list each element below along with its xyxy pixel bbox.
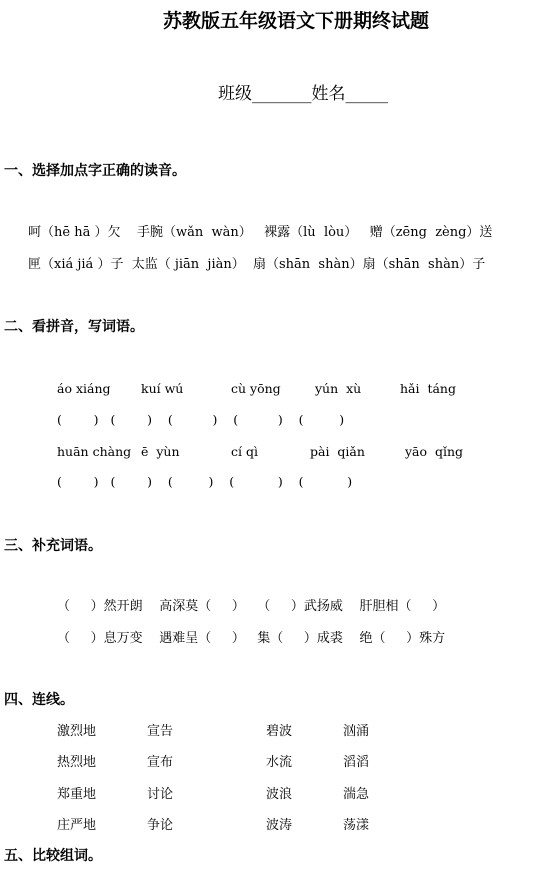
match-left-2-2: 宣布 [147,755,174,770]
pinyin-2-2: ē yùn [141,444,180,459]
pinyin-2-3: cí qì [231,444,258,459]
section-4-heading: 四、连线。 [4,692,74,708]
pinyin-1-3: cù yōng [231,381,281,396]
match-left-1-4: 庄严地 [57,818,97,833]
section-3-heading: 三、补充词语。 [4,538,102,554]
brackets-row-2: ( ) ( ) ( ) ( ) ( ) [57,474,353,489]
match-left-2-3: 讨论 [147,787,174,802]
match-left-2-4: 争论 [147,818,174,833]
section-3-line-2: （ ）息万变 遇难呈（ ） 集（ ）成裘 绝（ ）殊方 [57,631,446,646]
section-3-line-1: （ ）然开朗 高深莫（ ） （ ）武扬威 肝胆相（ ） [57,599,446,614]
pinyin-1-1: áo xiáng [57,381,111,396]
pinyin-1-2: kuí wú [141,381,184,396]
brackets-row-1: ( ) ( ) ( ) ( ) ( ) [57,412,345,427]
pinyin-2-5: yāo qǐng [405,444,464,459]
section-1-heading: 一、选择加点字正确的读音。 [4,163,186,179]
match-left-1-2: 热烈地 [57,755,97,770]
match-right-1-2: 水流 [266,755,293,770]
match-right-2-3: 湍急 [343,787,370,802]
match-left-1-3: 郑重地 [57,787,97,802]
section-1-line-2: 匣（xiá jiá ）子 太监（ jiān jiàn） 扇（shān shàn）扇（shān shàn）子 [28,257,486,272]
section-5-heading: 五、比较组词。 [4,848,102,864]
match-right-2-4: 荡漾 [343,818,370,833]
match-right-1-1: 碧波 [266,724,293,739]
class-name-line: 班级_______姓名_____ [218,84,388,104]
match-right-1-3: 波浪 [266,787,293,802]
section-2-heading: 二、看拼音，写词语。 [4,319,144,335]
page-title: 苏教版五年级语文下册期终试题 [163,10,430,32]
pinyin-2-4: pài qiǎn [310,444,365,459]
match-right-1-4: 波涛 [266,818,293,833]
match-right-2-2: 滔滔 [343,755,370,770]
match-right-2-1: 汹涌 [343,724,370,739]
pinyin-2-1: huān chàng [57,444,132,459]
section-1-line-1: 呵（hē hā ）欠 手腕（wǎn wàn） 裸露（lù lòu） 赠（zēng zèng）送 [28,225,493,240]
match-left-2-1: 宣告 [147,724,174,739]
match-left-1-1: 激烈地 [57,724,97,739]
pinyin-1-5: hǎi táng [400,381,456,396]
pinyin-1-4: yún xù [315,381,362,396]
